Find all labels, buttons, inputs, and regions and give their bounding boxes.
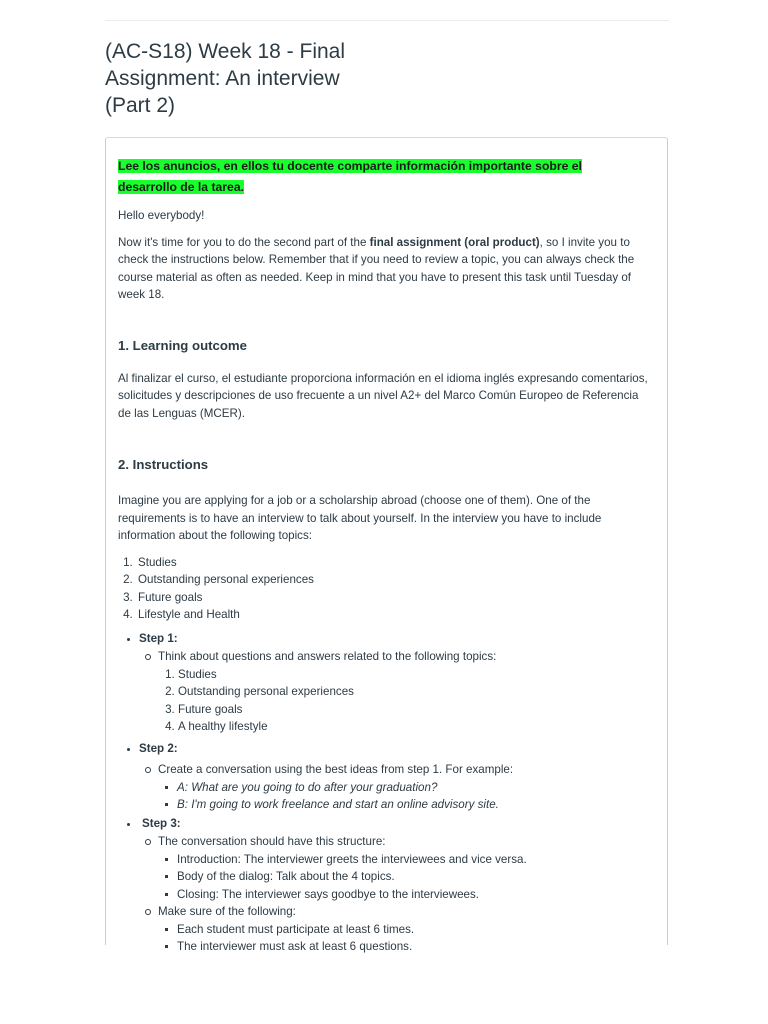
topics-list	[136, 554, 648, 624]
instructions-text: Imagine you are applying for a job or a scholarship abroad (choose one of them). One of the requirements is to have an interview to talk about yourself. In the interview you have to include information about the following topics:	[118, 494, 602, 542]
notice-line-2: desarrollo de la tarea.	[118, 180, 244, 194]
page-title-line-3: (Part 2)	[105, 94, 176, 117]
list-item	[145, 761, 648, 814]
step-2-examples	[164, 779, 648, 814]
page-title-line-2: Assignment: An interview	[105, 67, 340, 90]
step-3-label: Step 3:	[142, 816, 181, 830]
list-item: 2. Outstanding personal experiences	[178, 683, 648, 701]
greeting-text: Hello everybody!	[118, 209, 205, 222]
list-item: Closing: The interviewer says goodbye to the interviewees.	[164, 886, 648, 904]
list-item: Each student must participate at least 6 times.	[164, 921, 648, 939]
steps-list	[126, 630, 648, 956]
example-text-a: What are you going to do after your graduation?	[187, 780, 438, 794]
list-item: 1. Studies	[136, 554, 648, 572]
step-3-sublist	[145, 833, 648, 956]
list-item	[145, 903, 648, 956]
intro-paragraph	[118, 234, 648, 304]
page-title-line-1: (AC-S18) Week 18 - Final	[105, 40, 346, 63]
list-item: 4. A healthy lifestyle	[178, 718, 648, 736]
list-item: 3. Future goals	[136, 589, 648, 607]
intro-bold-text: final assignment (oral product)	[369, 235, 540, 249]
list-item	[145, 648, 648, 736]
step-2-label: Step 2:	[139, 741, 178, 755]
requirements-list	[164, 921, 648, 956]
list-item: 2. Outstanding personal experiences	[136, 571, 648, 589]
list-item: Body of the dialog: Talk about the 4 topics.	[164, 868, 648, 886]
instructions-heading: 2. Instructions	[118, 457, 209, 472]
example-text-b: I'm going to work freelance and start an online advisory site.	[187, 798, 499, 811]
assignment-description-panel	[105, 137, 668, 953]
step-1-sublist	[145, 648, 648, 736]
step-1-item: Think about questions and answers related to the following topics:	[158, 650, 497, 663]
notice-line-1: Lee los anuncios, en ellos tu docente comparte información importante sobre el	[118, 159, 582, 173]
announcement-notice	[118, 156, 648, 198]
list-item: Introduction: The interviewer greets the interviewees and vice versa.	[164, 851, 648, 869]
list-item: The interviewer must ask at least 6 questions.	[164, 938, 648, 956]
list-item: 3. Future goals	[178, 701, 648, 719]
step-3-item-requirements: Make sure of the following:	[158, 905, 296, 918]
example-speaker-a: A:	[177, 780, 188, 794]
step-1-topics	[178, 666, 648, 736]
learning-outcome-heading: 1. Learning outcome	[118, 337, 247, 353]
step-3	[126, 815, 648, 956]
step-3-item-structure: The conversation should have this structure:	[158, 835, 386, 848]
list-item	[145, 833, 648, 903]
intro-text-end: , so I invite you to check the instructions below. Remember that if you need to review a topic, you can always check the course material as often as needed. Keep in mind that you have to present this task until Tuesday of week 18.	[118, 235, 635, 301]
learning-outcome-text: Al finalizar el curso, el estudiante proporciona información en el idioma inglés expresando comentarios, solicitudes y descripciones de uso frecuente a un nivel A2+ del Marco Común Europeo de Referencia de las Lenguas (MCER).	[118, 371, 648, 420]
step-1-label: Step 1:	[139, 631, 178, 645]
list-item: 1. Studies	[178, 666, 648, 684]
step-2-item: Create a conversation using the best ideas from step 1. For example:	[158, 763, 514, 776]
structure-list	[164, 851, 648, 904]
assignment-description-content	[118, 156, 648, 957]
step-2	[126, 740, 648, 814]
list-item	[164, 796, 648, 814]
example-speaker-b: B:	[177, 798, 188, 811]
top-divider	[105, 20, 669, 21]
list-item	[164, 779, 648, 797]
step-2-sublist	[145, 761, 648, 814]
page-title	[105, 38, 425, 119]
step-1	[126, 630, 648, 736]
list-item: 4. Lifestyle and Health	[136, 606, 648, 624]
intro-text-start: Now it's time for you to do the second part of the	[118, 235, 370, 249]
